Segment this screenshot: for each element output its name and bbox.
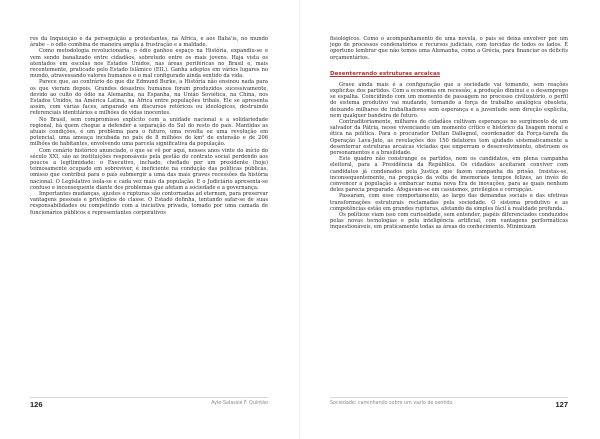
right-page-body: [330, 36, 568, 390]
paragraph: Contraditoriamente, milhares de cidadãos cultivam esperanças no surgimento de um salvador da Pátria, nesse vivenciando um momento crítico e histórico da lisagem moral e ética na política. Para o procurador Deltan Dallagnol, coordenador da Força-tarefa da Operação Lava-Jato, as revelações dos 150 delatores tem ajudado sistematicamente a desenterrar estruturas arcaicas viciadas que emperram o desenvolvimento, obstruem os personamentos e a brasilidade.: [330, 119, 568, 157]
left-page-body: [30, 36, 268, 390]
paragraph: Com cenário histórico anunciado, o que se vê por aqui, nesses anos vinte do início do século XXI, são as instituições responsáveis pela gestão do contrato social perdendo aos poucos a legitimidade: o Executivo, inchado, chefiado por um presidente (hoje) teimosamente ocupado em sobreviver, é ineficiente na condução das políticas públicas, omisso que contribui para o país submergir a uma das mais graves recessões da história nacional. O Legislativo isola-se e cada vez mais da população. E o Judiciário apresenta-se confuso e inconsequente diante dos problemas que afetam a sociedade e a governança.: [30, 147, 268, 191]
paragraph: Importantes mudanças, ajustes e rupturas são contornadas ad eternum, para preservar vantagens pessoais e privilégios de classe. O Estado definha, tentando safar-se de suas responsabilidades ou competindo com a iniciativa privada, tomado por uma camada de funcionários públicos e representantes corporativos: [30, 191, 268, 216]
page-number: 126: [30, 400, 43, 409]
paragraph: Os políticos viam isso com curiosidade, sem entender, papéis diferenciados conduzidos pelas novas tecnologias e pela inteligência artificial, com vantagens performáticas inquestionáveis, em praticamente todas as áreas do conhecimento. Minimizam: [330, 212, 568, 231]
paragraph: Passaram, com esse comportamento, ao largo das demandas sociais e das efetivas transformações estruturais reclamadas pela sociedade. O sistema produtivo e as competências estão em grandes rupturas, afetando da simples fácil à realidade profunda.: [330, 193, 568, 212]
paragraph: Como metodologia revolucionária, o ódio ganhou espaço na História, expandiu-se e vem sendo banalizado entre cidadãos, sobretudo entre os mais jovens. Haja vista os atentados em escolas nos Estados Unidos, nas áreas periféricas no Brasil e, mais recentemente, praticado pelo Estado Islâmico (EIL). Ganha adeptos em vários lugares no mundo, atravessando valores humanos e o mal configurado ainda sentido da vida.: [30, 48, 268, 80]
footer-rule: [330, 397, 568, 398]
section-heading: Desenterrando estruturas arcaicas: [330, 70, 441, 77]
footer-rule: [30, 397, 268, 398]
right-page: [300, 0, 600, 439]
running-head: Sociedade: caminhando sobre um vazio de sentido: [330, 401, 453, 406]
paragraph: No Brasil, sem compromisso explícito com a unidade nacional e a solidariedade regional, há quem chegue a defender a separação do Sul do resto do país. Mantidas as atuais condições, é um problema para o futuro, uma revolta ou uma revolução em potencial, uma ameaça incubada no país de 8 milhões de km² de extensão e de 206 milhões de habitantes, envolvendo uma parcela significativa da população.: [30, 116, 268, 148]
paragraph: ros da Inquisição e da perseguição a protestantes, na África, e aos Bahá'ís, no mundo árabe – o ódio combina de maneira ampla a frustração e a maldade.: [30, 36, 268, 49]
page-number: 127: [555, 400, 568, 409]
paragraph: Grave ainda mais é a configuração que a sociedade vai tomando, sem reações explícitas dos partidos. Com a economia em recessão, a produção diminui e o desemprego se espalha. Coincidindo com um momento de passagem no processo civilizatório, o perfil do sistema produtivo vai mudando, tornando a força de trabalho analógica obsoleta, deixando milhares de trabalhadores sem esperança e a juventude sem direção explícita, nem qualquer bandeira de futuro.: [330, 81, 568, 119]
paragraph: fisiológicos. Como o acompanhamento de uma novela, o país se deixa envolver por um jogo de processos condenatórios e recursos judiciais, com torcidas de todos os lados. É oportuno lembrar que não temos uma Alemanha, como a Grécia, para financiar os déficits orçamentários.: [330, 36, 568, 61]
paragraph: Este quadro não constrange os partidos, nem os candidatos, em plena campanha eleitoral, para a Presidência da República. Os cidadãos aceitaram conviver com candidatos já condenados pela Justiça que fazem campanha da prisão. Insistas-se, inconsequentemente, na pregação da volta de imemoriais tempos felizes, ao invés de convencer a população a embarcar numa nova Era de inovações, para as quais nenhum deles parecia preparado. Afogavam-se em casuísmos, privilégios e corrupção.: [330, 156, 568, 194]
paragraph: Parece que, ao contrário do que diz Edmund Burke, a História não ensinou nada para os que vieram depois. Grandes desastres humanos foram produzidos sucessivamente, devido ao culto do ódio na Alemanha, na Espanha, na União Soviética, na China, nos Estados Unidos, na América Latina, na África entre populações tribais. Ele se apresenta assim, com várias faces, amparado em discursos retóricos ou ideológicos, destruindo referenciais identitários e milhões de vidas inocentes.: [30, 79, 268, 117]
running-head: Ayle-Salassié F. Quintão: [211, 401, 268, 406]
